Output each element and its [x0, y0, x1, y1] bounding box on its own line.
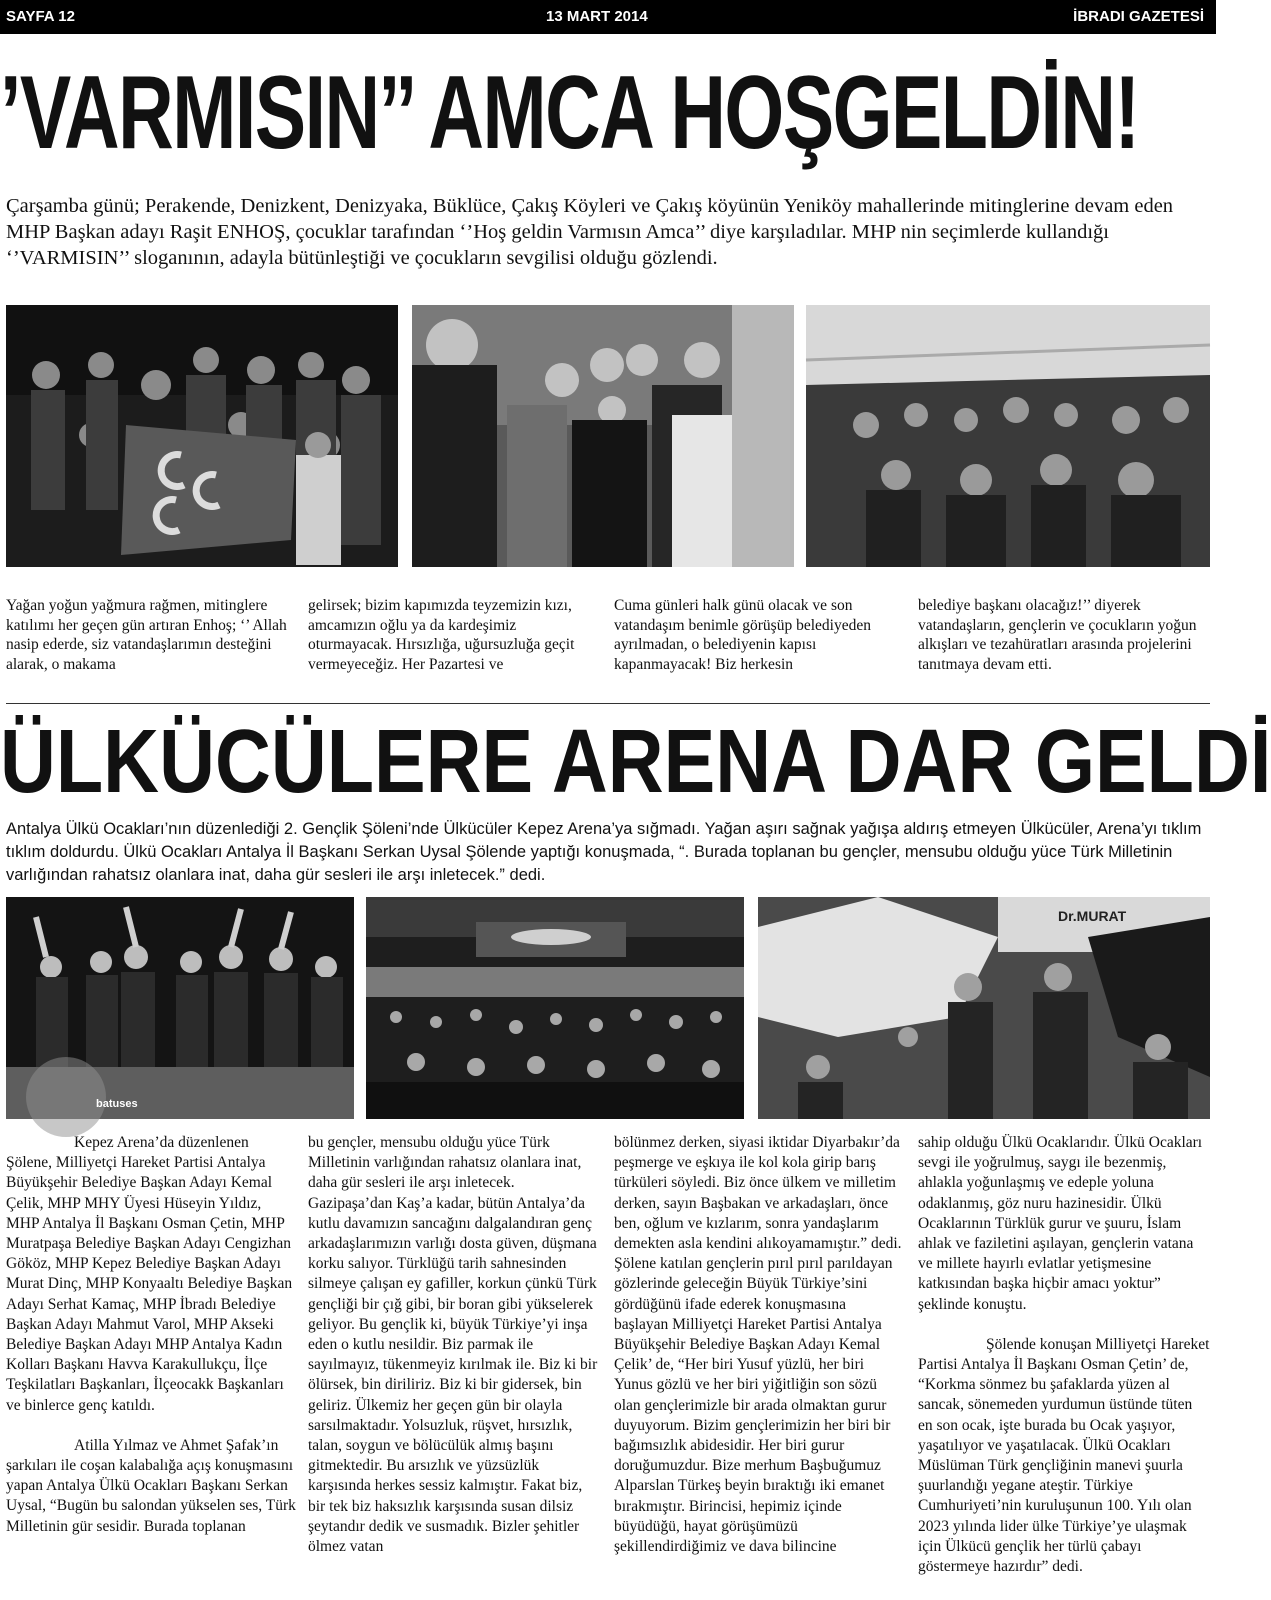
issue-date: 13 MART 2014 [546, 8, 648, 25]
crowd-flag-photo [6, 305, 398, 567]
flag-waving-photo [758, 897, 1210, 1119]
story2-col4-para2: Şölende konuşan Milliyetçi Hareket Partisi Antalya İl Başkanı Osman Çetin’ de, “Korkma sönmez bu şafaklarda yüzen al sancak, sönemeden yurdumun üstünde tüten en son ocak, işte burada bu Ocak yaşıyor, yaşatılıyor ve yaşatılacak. Ülkü Ocakları Müslüman Türk gençliğinin manevi şuurla şuurlandığı yegane ateştir. Türkiye Cumhuriyeti’nin kuruluşunun 100. Yılı olan 2023 yılında lider ülke Türkiye’ye ulaşmak için Ülkücü gençlik her türlü çabayı göstermeye hazırdır” dedi. [918, 1335, 1210, 1576]
tent-audience-photo [806, 305, 1210, 567]
story2-column-1 [6, 1133, 296, 1537]
story2-col4-para1: sahip olduğu Ülkü Ocaklarıdır. Ülkü Ocakları sevgi ile yoğrulmuş, saygı ile bezenmiş, ahlakla yoğunlaşmış ve edeple yoluna odaklanmış, göz nuru hazinesidir. Ülkü Ocaklarının Türklük gurur ve şuuru, İslam ahlak ve faziletini aşılayan, gençlerin vatana ve millete hayırlı evlatlar yetişmesine katkısından başka hiçbir amacı yoktur” şeklinde konuştu. [918, 1134, 1203, 1313]
stage-banner-logo: batuses [96, 1098, 138, 1110]
story2-col1-para1: Kepez Arena’da düzenlenen Şölene, Milliyetçi Hareket Partisi Antalya Büyükşehir Belediye Başkan Adayı Kemal Çelik, MHP MHY Üyesi Hüseyin Yıldız, MHP Antalya İl Başkanı Osman Çetin, MHP Muratpaşa Belediye Başkan Adayı Cengizhan Gököz, MHP Kepez Belediye Başkan Adayı Murat Dinç, MHP Konyaaltı Belediye Başkan Adayı Serhat Kamaç, MHP İbradı Belediye Başkan Adayı Mahmut Varol, MHP Akseki Belediye Başkan Adayı MHP Antalya Kadın Kolları Başkanı Havva Karakullukçu, İlçe Teşkilatları Başkanları, İlçeocakk Başkanları ve binlerce genç katıldı. [6, 1134, 293, 1414]
page-number: SAYFA 12 [6, 8, 75, 25]
story1-column-3: Cuma günleri halk günü olacak ve son vatandaşım benimle görüşüp belediyeden ayrılmadan, o belediyenin kapısı kapanmayacak! Biz herkesin [614, 597, 871, 673]
group-portrait-photo [412, 305, 794, 567]
headline-arena: ÜLKÜCÜLERE ARENA DAR GELDİ [0, 712, 1271, 812]
story1-column-2: gelirsek; bizim kapımızda teyzemizin kızı, amcamızın oğlu ya da kardeşimiz oturmayacak. Hırsızlığa, uğursuzluğa geçit vermeyeceğiz. Her Pazartesi ve [308, 597, 575, 673]
arena-crowd-photo [366, 897, 744, 1119]
story2-column-4 [918, 1133, 1210, 1577]
page-header-bar [0, 0, 1216, 34]
story1-column-4: belediye başkanı olacağız!’’ diyerek vatandaşların, gençlerin ve çocukların yoğun alkışları ve tezahüratları arasında projelerini tanıtmaya devam etti. [918, 597, 1197, 673]
headline-varmisin: ’VARMISIN’’ AMCA HOŞGELDİN! [0, 55, 1139, 171]
story2-col2-text: bu gençler, mensubu olduğu yüce Türk Milletinin varlığından rahatsız olanlara inat, daha gür sesleri ile arşı inletecek. Gazipaşa’dan Kaş’a kadar, bütün Antalya’da kutlu davamızın sancağını dalgalandıran genç arkadaşlarımızın varlığı dosta güven, düşmana korku salıyor. Türklüğü tarih sahnesinden silmeye çalışan ey gafiller, korkun çünkü Türk gençliği bir çığ gibi, bir boran gibi yükselerek geliyor. Bu gençlik ki, büyük Türkiye’yi inşa eden o kutlu nesildir. Biz parmak ile sayılmayız, tükenmeyiz kırılmak ile. Biz ki bir ölürsek, bin diriliriz. Biz ki bir gidersek, bin geliriz. Ülkemiz her geçen gün bir olayla sarsılmaktadır. Yolsuzluk, rüşvet, hırsızlık, talan, soygun ve bölücülük almış başını gitmektedir. Bu arsızlık ve yüzsüzlük karşısında herkes sessiz kalmıştır. Fakat biz, bir tek biz haksızlık karşısında susan dilsiz şeytandır dedik ve susmadık. Bizler şehitler ölmez vatan [308, 1134, 598, 1556]
poster-text: Dr.MURAT [1058, 908, 1127, 924]
story2-col3-text: bölünmez derken, siyasi iktidar Diyarbakır’da peşmerge ve eşkıya ile kol kola girip barış türküleri söyledi. Biz önce ülkem ve milletim derken, sayın Başbakan ve arkadaşları, önce ben, oğlum ve kızlarım, sonra yandaşlarım demekten asla kendini alıkoyamamıştır.” dedi. Şölene katılan gençlerin pırıl pırıl parıldayan gözlerinde geleceğin Büyük Türkiye’sini gördüğünü ifade ederek konuşmasına başlayan Milliyetçi Hareket Partisi Antalya Büyükşehir Belediye Başkan Adayı Kemal Çelik’ de, “Her biri Yusuf yüzlü, her biri Yunus gözlü ve her biri yiğitliğin son sözü olan gençlerimizle bir arada olmaktan gurur duyuyorum. Bizim gençlerimizin her biri bir bağımsızlık abidesidir. Her biri gurur doruğumuzdur. Bize merhum Başbuğumuz Alparslan Türkeş beyin bıraktığı iki emanet bırakmıştır. Birincisi, hepimiz içinde büyüdüğü, hayat görüşümüzü şekillendirdiğimiz ve dava bilincine [614, 1134, 902, 1556]
story2-column-3 [614, 1133, 904, 1557]
story2-col1-para2: Atilla Yılmaz ve Ahmet Şafak’ın şarkıları ile coşan kalabalığa açış konuşmasını yapan Antalya Ülkü Ocakları Başkanı Serkan Uysal, “Bugün bu salondan yükselen ses, Türk Milletinin gür sesidir. Burada toplanan [6, 1436, 296, 1535]
story1-column-1: Yağan yoğun yağmura rağmen, mitinglere katılımı her geçen gün artıran Enhoş; ‘’ Allah nasip ederde, siz vatandaşlarımın desteğini alarak, o makama [6, 597, 287, 673]
story1-lead: Çarşamba günü; Perakende, Denizkent, Denizyaka, Büklüce, Çakış Köyleri ve Çakış köyünün Yeniköy mahallerinde mitinglerine devam eden MHP Başkan adayı Raşit ENHOŞ, çocuklar tarafından ‘’Hoş geldin Varmısın Amca’’ diye karşıladılar. MHP nin seçimlerde kullandığı ‘’VARMISIN’’ sloganının, adayla bütünleştiği ve çocukların sevgilisi olduğu gözlendi. [6, 195, 1174, 269]
stage-leaders-photo [6, 897, 354, 1119]
story2-column-2 [308, 1133, 598, 1557]
newspaper-name: İBRADI GAZETESİ [1073, 8, 1204, 25]
section-divider [6, 703, 1210, 704]
story2-lead: Antalya Ülkü Ocakları’nın düzenlediği 2. Gençlik Şöleni’nde Ülkücüler Kepez Arena’ya sığmadı. Yağan aşırı sağnak yağışa aldırış etmeyen Ülkücüler, Arena’yı tıklım tıklım doldurdu. Ülkü Ocakları Antalya İl Başkanı Serkan Uysal Şölende yaptığı konuşmada, “. Burada toplanan bu gençler, mensubu olduğu yüce Türk Milletinin varlığından rahatsız olanlara inat, daha gür sesleri ile arşı inletecek.” dedi. [6, 820, 1202, 884]
